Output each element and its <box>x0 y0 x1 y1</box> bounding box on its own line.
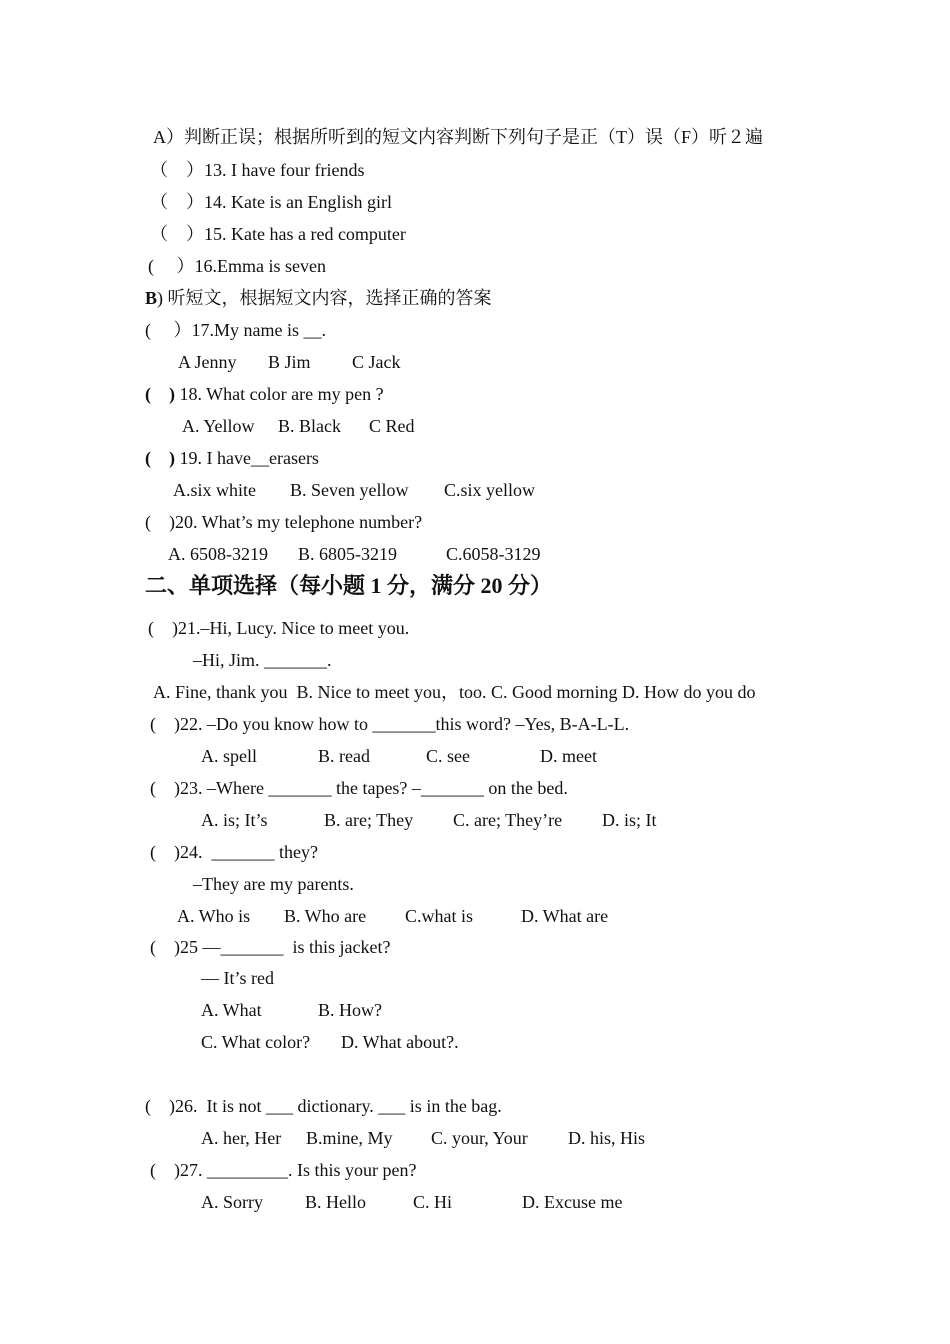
question-text: 16.Emma is seven <box>194 256 326 276</box>
part-a-instructions: ）判断正误；根据所听到的短文内容判断下列句子是正（T）误（F）听２遍 <box>166 127 764 147</box>
answer-paren[interactable]: ( ) <box>150 778 180 798</box>
question-25-option-d: D. What about?. <box>341 1032 459 1052</box>
question-25-option-b: B. How? <box>318 1000 382 1020</box>
answer-paren[interactable]: ( ) <box>145 512 175 532</box>
question-text: 27. _________. Is this your pen? <box>180 1160 417 1180</box>
question-text: 21.–Hi, Lucy. Nice to meet you. <box>178 618 410 638</box>
question-text: 23. –Where _______ the tapes? –_______ on the bed. <box>180 778 568 798</box>
question-22-option-b: B. read <box>318 746 370 766</box>
question-27-option-d: D. Excuse me <box>522 1192 623 1212</box>
question-text: 20. What’s my telephone number? <box>175 512 423 532</box>
answer-paren[interactable]: （ ） <box>150 160 204 180</box>
question-17-option-c: C Jack <box>352 352 401 372</box>
question-17 <box>145 318 326 342</box>
question-27 <box>150 1158 416 1182</box>
question-18-option-c: C Red <box>369 416 415 436</box>
question-24-option-c: C.what is <box>405 906 474 926</box>
question-25-option-c: C. What color? <box>201 1032 311 1052</box>
part-b-label: B <box>145 288 158 308</box>
question-text: 17.My name is __. <box>191 320 326 340</box>
question-16 <box>148 254 326 278</box>
part-a-label: A <box>153 127 166 147</box>
question-22-option-d: D. meet <box>540 746 597 766</box>
question-24-reply: –They are my parents. <box>193 874 354 894</box>
answer-paren[interactable]: ( ） <box>145 320 192 340</box>
question-text: 26. It is not ___ dictionary. ___ is in the bag. <box>175 1096 502 1116</box>
question-23-option-d: D. is; It <box>602 810 657 830</box>
answer-paren[interactable]: ( ) <box>148 618 178 638</box>
question-22 <box>150 712 629 736</box>
question-27-option-b: B. Hello <box>305 1192 366 1212</box>
question-20-option-a: A. 6508-3219 <box>168 544 268 564</box>
question-20 <box>145 510 422 534</box>
question-24-option-b: B. Who are <box>284 906 367 926</box>
question-text: 19. I have__erasers <box>179 448 319 468</box>
question-27-option-a: A. Sorry <box>201 1192 263 1212</box>
question-26-option-c: C. your, Your <box>431 1128 528 1148</box>
answer-paren[interactable]: ( ) <box>150 937 180 957</box>
question-26-option-b: B.mine, My <box>306 1128 393 1148</box>
question-13 <box>150 158 364 182</box>
question-23-option-c: C. are; They’re <box>453 810 563 830</box>
answer-paren[interactable]: ( ) <box>145 384 175 404</box>
question-19 <box>145 446 319 470</box>
question-19-option-a: A.six white <box>173 480 256 500</box>
question-25-option-a: A. What <box>201 1000 262 1020</box>
answer-paren[interactable]: ( ) <box>150 1160 180 1180</box>
question-19-option-c: C.six yellow <box>444 480 536 500</box>
question-26-option-a: A. her, Her <box>201 1128 282 1148</box>
answer-paren[interactable]: （ ） <box>150 192 204 212</box>
question-26 <box>145 1094 502 1118</box>
question-18-option-a: A. Yellow <box>182 416 255 436</box>
question-text: 15. Kate has a red computer <box>204 224 406 244</box>
question-20-option-c: C.6058-3129 <box>446 544 541 564</box>
answer-paren[interactable]: ( ) <box>145 448 175 468</box>
question-25-reply: — It’s red <box>201 968 274 988</box>
question-24-option-a: A. Who is <box>177 906 251 926</box>
question-14 <box>150 190 392 214</box>
question-17-option-a: A Jenny <box>178 352 237 372</box>
part-b-heading <box>145 286 492 310</box>
answer-paren[interactable]: （ ） <box>150 224 204 244</box>
part-b-instructions: ) 听短文，根据短文内容，选择正确的答案 <box>157 288 492 308</box>
question-text: 13. I have four friends <box>204 160 365 180</box>
question-18 <box>145 382 384 406</box>
question-25 <box>150 935 390 959</box>
question-23-option-a: A. is; It’s <box>201 810 268 830</box>
question-20-option-b: B. 6805-3219 <box>298 544 397 564</box>
answer-paren[interactable]: ( ） <box>148 256 195 276</box>
question-22-option-c: C. see <box>426 746 470 766</box>
question-text: 22. –Do you know how to _______this word? –Yes, B-A-L-L. <box>180 714 630 734</box>
question-23 <box>150 776 568 800</box>
section-2-title: 二、单项选择（每小题 1 分，满分 20 分） <box>145 573 553 598</box>
question-26-option-d: D. his, His <box>568 1128 646 1148</box>
question-17-option-b: B Jim <box>268 352 311 372</box>
question-text: 24. _______ they? <box>180 842 318 862</box>
question-text: 14. Kate is an English girl <box>204 192 392 212</box>
question-24-option-d: D. What are <box>521 906 609 926</box>
question-24 <box>150 840 318 864</box>
question-18-option-b: B. Black <box>278 416 341 436</box>
question-27-option-c: C. Hi <box>413 1192 453 1212</box>
question-text: 25 —_______ is this jacket? <box>180 937 391 957</box>
question-19-option-b: B. Seven yellow <box>290 480 409 500</box>
question-text: 18. What color are my pen ? <box>179 384 384 404</box>
answer-paren[interactable]: ( ) <box>145 1096 175 1116</box>
answer-paren[interactable]: ( ) <box>150 842 180 862</box>
question-21-reply: –Hi, Jim. _______. <box>193 650 332 670</box>
part-a-heading <box>153 125 763 149</box>
question-21 <box>148 616 409 640</box>
question-23-option-b: B. are; They <box>324 810 414 830</box>
question-21-options: A. Fine, thank you B. Nice to meet you，too. C. Good morning D. How do you do <box>153 682 756 702</box>
question-22-option-a: A. spell <box>201 746 257 766</box>
question-15 <box>150 222 406 246</box>
answer-paren[interactable]: ( ) <box>150 714 180 734</box>
